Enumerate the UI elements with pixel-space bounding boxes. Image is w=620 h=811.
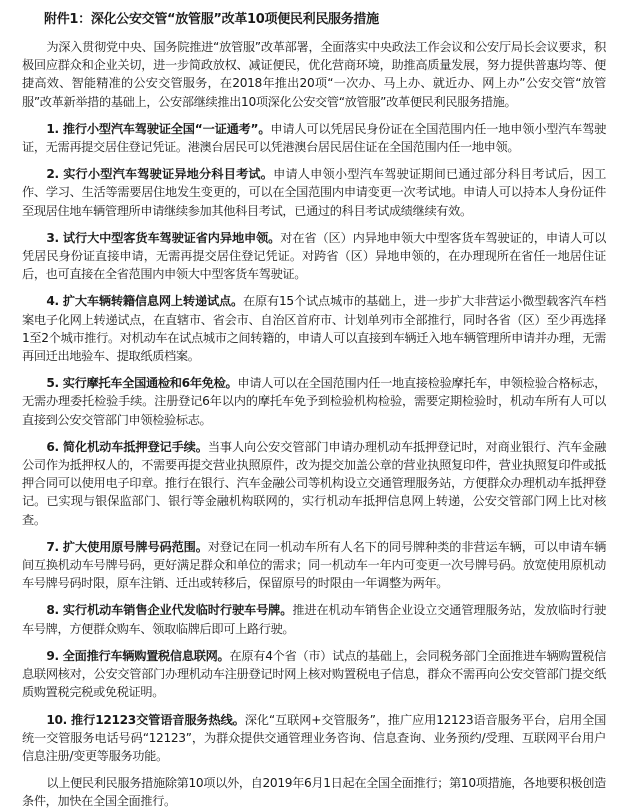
- measure-body: 在原有4个省（市）试点的基础上，会同税务部门全面推进车辆购置税信息联网核对，公安交管部门办理机动车注册登记时网上核对购置税电子信息，群众不需再向公安交管部门提交纸质购置税完税或免税证明。: [22, 648, 606, 700]
- measure-body: 在原有15个试点城市的基础上，进一步扩大非营运小微型载客汽车档案电子化网上转递试点，在直辖市、省会市、自治区首府市、计划单列市全部推行，同时各省（区）至少再选择1至2个城市推行。对机动车在试点城市之间转籍的，申请人可以直接到车辆迁入地车辆管理所申请并办理，无需再回迁出地验车、提取纸质档案。: [22, 294, 606, 364]
- measure-body: 对登记在同一机动车所有人名下的同号牌种类的非营运车辆，可以申请车辆间互换机动车号牌号码，更好满足群众和单位的需求；同一机动车一年内可变更一次号牌号码。放宽使用原机动车号牌号码时限，原车注销、迁出或转移后，保留原号的时限由一年调整为两年。: [22, 539, 606, 591]
- measure-body: 深化“互联网+交管服务”，推广应用12123语音服务平台，启用全国统一交管服务电话号码“12123”，为群众提供交通管理业务咨询、信息查询、业务预约/受理、互联网平台用户信息注册/变更等服务功能。: [22, 712, 606, 763]
- measure-heading: 6. 简化机动车抵押登记手续。: [46, 439, 208, 454]
- measure-heading: 9. 全面推行车辆购置税信息联网。: [46, 648, 230, 663]
- measure-2: [22, 165, 606, 220]
- measure-8: [22, 601, 606, 637]
- measure-3: [22, 229, 606, 284]
- measure-10: [22, 711, 606, 766]
- measure-heading: 1. 推行小型汽车驾驶证全国“一证通考”。: [46, 121, 271, 136]
- measure-heading: 10. 推行12123交管语音服务热线。: [46, 712, 245, 727]
- intro-paragraph: 为深入贯彻党中央、国务院推进“放管服”改革部署，全面落实中央政法工作会议和公安厅局长会议要求，积极回应群众和企业关切，进一步简政放权、减证便民，优化营商环境，助推高质量发展，努力提供普惠均等、便捷高效、智能精准的公安交管服务，在2018年推出20项“一次办、马上办、就近办、网上办”公安交管“放管服”改革新举措的基础上，公安部继续推出10项深化公安交管“放管服”改革便民利民服务措施。: [22, 40, 606, 109]
- measure-5: [22, 374, 606, 429]
- measure-heading: 2. 实行小型汽车驾驶证异地分科目考试。: [46, 167, 274, 182]
- measure-4: [22, 292, 606, 365]
- measure-body: 申请人可以凭居民身份证在全国范围内任一地申领小型汽车驾驶证，无需再提交居住登记凭证。港澳台居民可以凭港澳台居民居住证在全国范围内任一地申领。: [22, 121, 606, 155]
- measure-body: 申请人可以在全国范围内任一地直接检验摩托车，申领检验合格标志，无需办理委托检验手续。注册登记6年以内的摩托车免予到检验机构检验，需要定期检验时，机动车所有人可以直接到公安交管部门申领检验标志。: [22, 376, 606, 427]
- measure-7: [22, 538, 606, 593]
- measure-body: 当事人向公安交管部门申请办理机动车抵押登记时，对商业银行、汽车金融公司作为抵押权人的，不需要再提交营业执照原件，改为提交加盖公章的营业执照复印件，营业执照复印件或抵押合同可以使用电子印章。推行在银行、汽车金融公司等机构设立交通管理服务站，方便群众办理机动车抵押登记。已实现与银保监部门、银行等金融机构联网的，实行机动车抵押信息网上转递，公安交管部门网上比对核查。: [22, 439, 606, 527]
- measure-6: [22, 438, 606, 529]
- closing-paragraph: 以上便民利民服务措施除第10项以外，自2019年6月1日起在全国全面推行；第10项措施，各地要积极创造条件，加快在全国全面推行。: [22, 776, 606, 809]
- measure-body: 推进在机动车销售企业设立交通管理服务站，发放临时行驶车号牌，方便群众购车、领取临牌后即可上路行驶。: [22, 603, 606, 636]
- measure-heading: 4. 扩大车辆转籍信息网上转递试点。: [46, 294, 243, 309]
- measure-heading: 8. 实行机动车销售企业代发临时行驶车号牌。: [46, 603, 293, 618]
- document-title: 附件1：深化公安交管“放管服”改革10项便民利民服务措施: [44, 12, 379, 27]
- measure-body: 申请人申领小型汽车驾驶证期间已通过部分科目考试后，因工作、学习、生活等需要居住地发生变更的，可以在全国范围内申请变更一次考试地。申请人可以持本人身份证件至现居住地车辆管理所申请继续参加其他科目考试，已通过的科目考试成绩继续有效。: [22, 167, 606, 218]
- measure-body: 对在省（区）内异地申领大中型客货车驾驶证的，申请人可以凭居民身份证直接申请，无需再提交居住登记凭证。对跨省（区）异地申领的，在办理现所在省任一地居住证后，也可直接在全省范围内申领大中型客货车驾驶证。: [22, 230, 606, 282]
- measure-1: [22, 120, 606, 156]
- measure-heading: 5. 实行摩托车全国通检和6年免检。: [46, 376, 238, 391]
- measure-9: [22, 647, 606, 702]
- measure-heading: 7. 扩大使用原号牌号码范围。: [46, 539, 208, 554]
- measure-heading: 3. 试行大中型客货车驾驶证省内异地申领。: [46, 230, 281, 245]
